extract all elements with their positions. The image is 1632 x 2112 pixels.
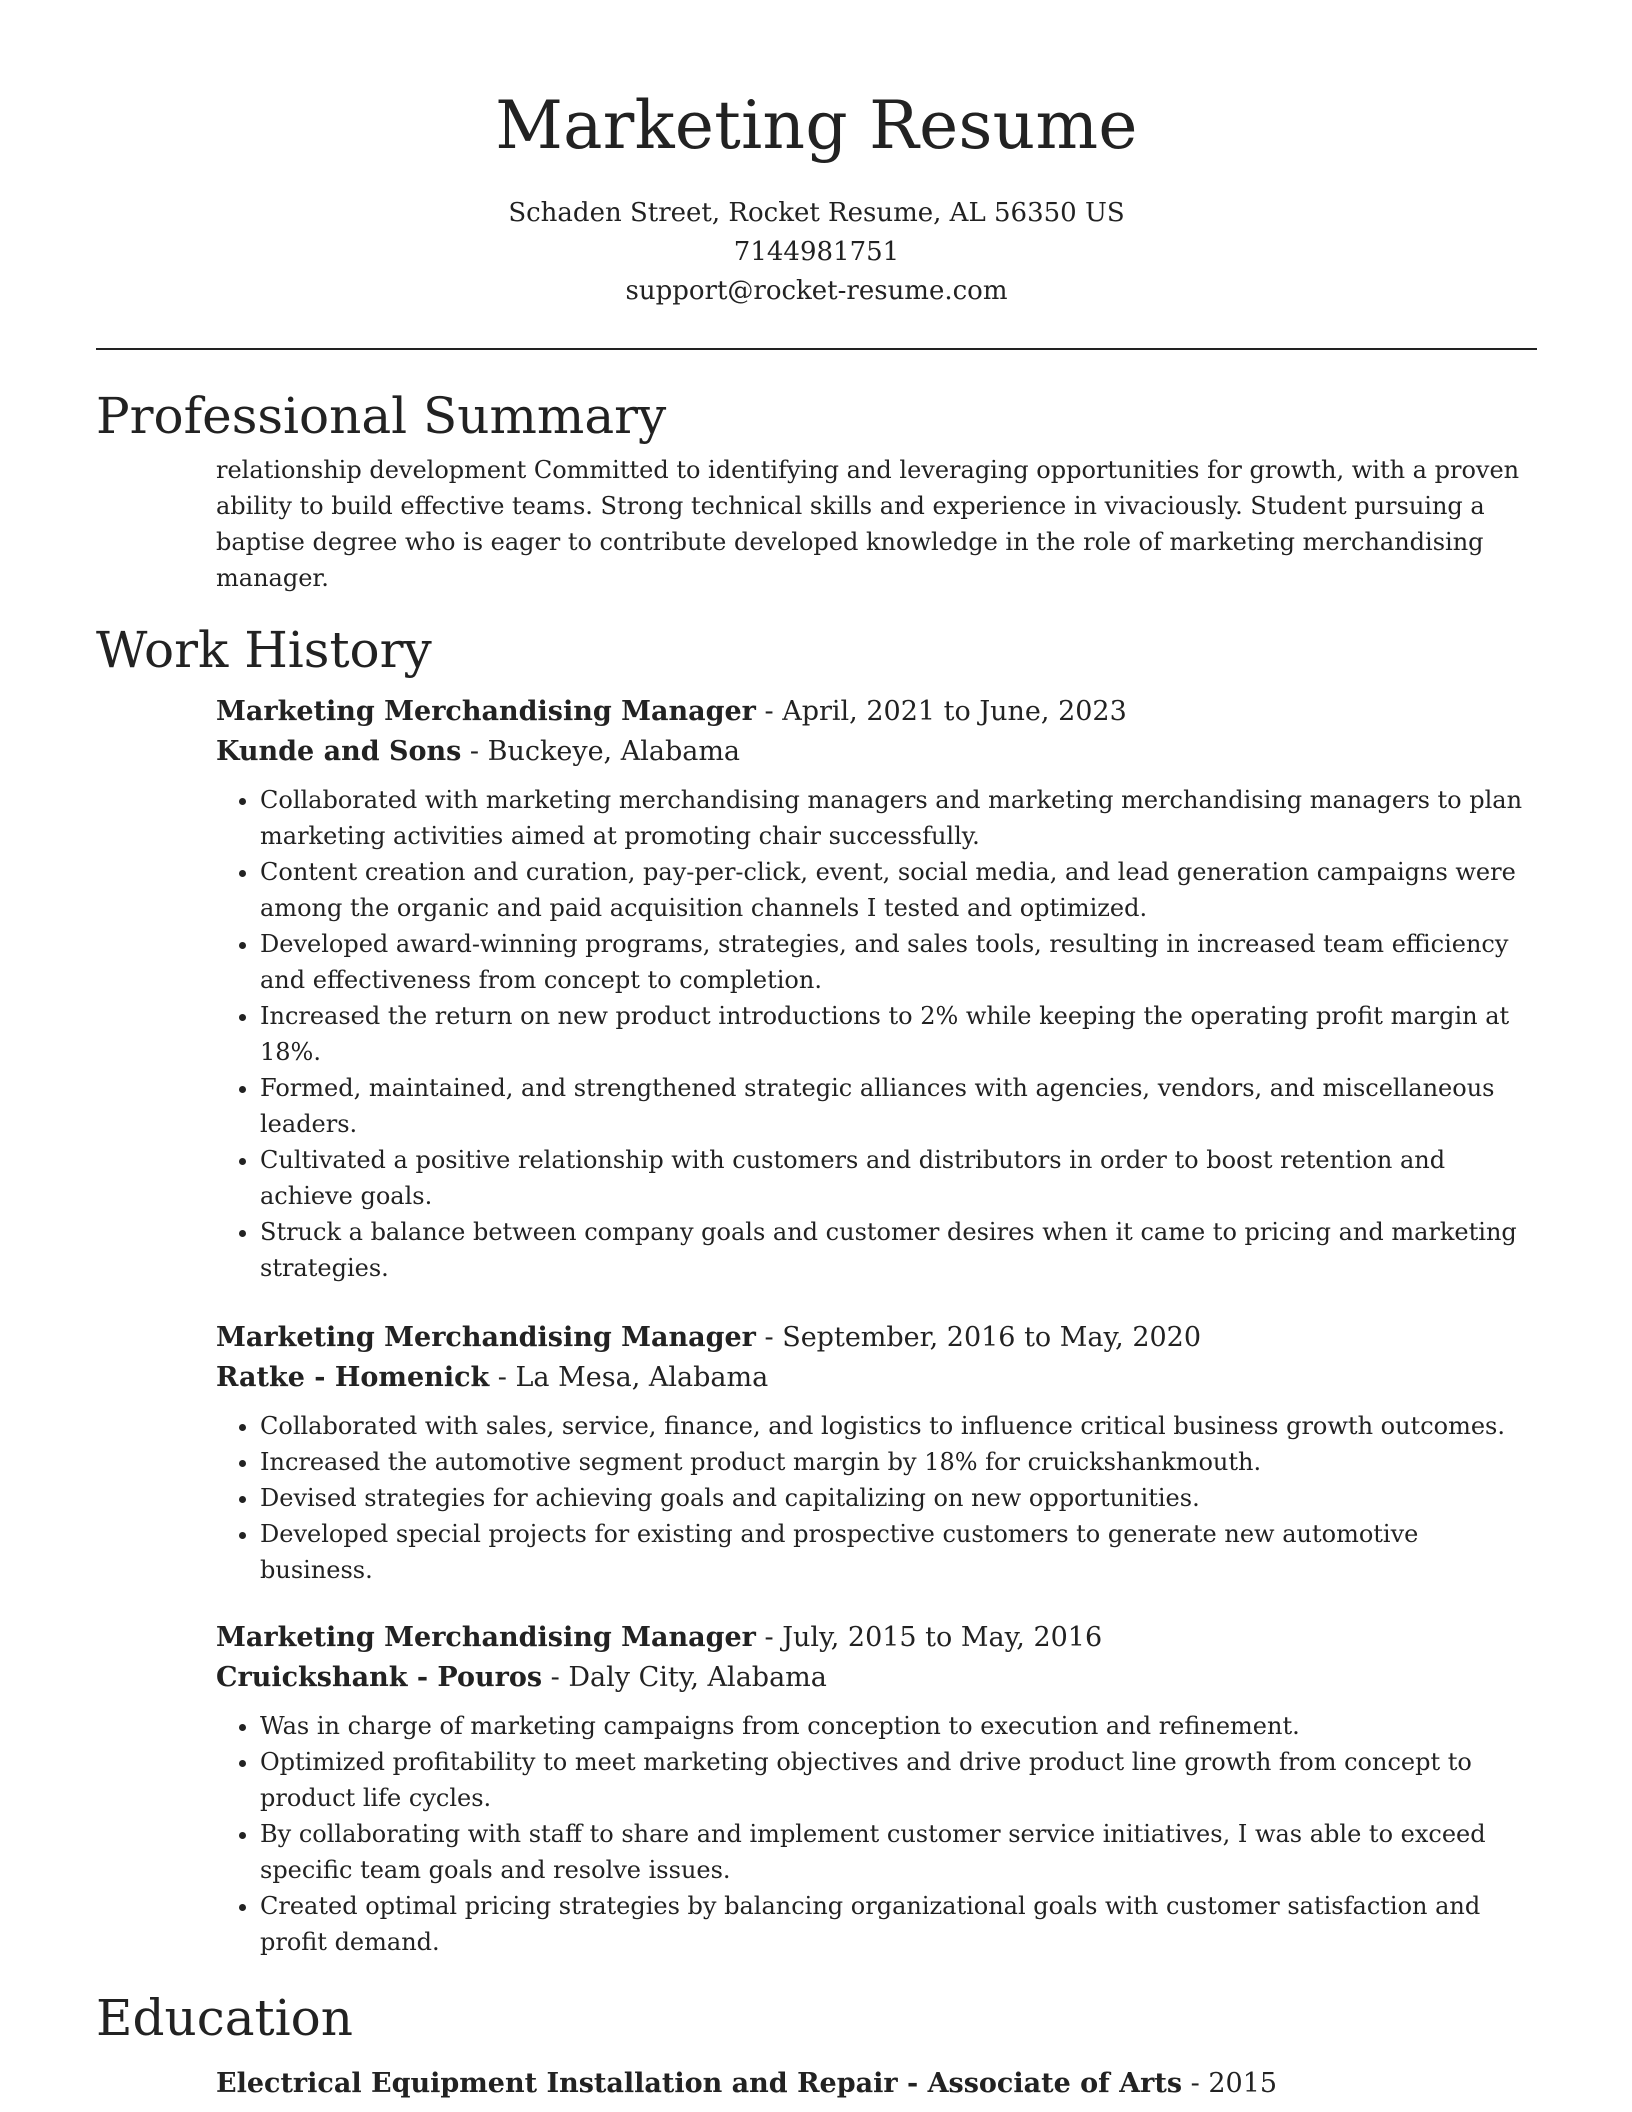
- job-title-line: [216, 1318, 1537, 1358]
- job-location: - La Mesa, Alabama: [489, 1362, 769, 1393]
- list-item: • Developed special projects for existing and prospective customers to generate new automotive business.: [260, 1516, 1537, 1588]
- list-item: • Was in charge of marketing campaigns from conception to execution and refinement.: [260, 1708, 1537, 1744]
- job-title-line: [216, 692, 1537, 732]
- job-dates: - April, 2021 to June, 2023: [755, 696, 1127, 727]
- address-text: Schaden Street, Rocket Resume, AL 56350 US: [508, 198, 1125, 228]
- education-year: - 2015: [1182, 2068, 1278, 2099]
- education-degree: - Associate of Arts: [897, 2068, 1183, 2099]
- list-item: • Collaborated with marketing merchandising managers and marketing merchandising managers to plan marketing activities aimed at promoting chair successfully.: [260, 782, 1537, 854]
- job-role: Marketing Merchandising Manager: [216, 1322, 756, 1353]
- job-company-line: [216, 1658, 1537, 1698]
- email-text: support@rocket-resume.com: [625, 276, 1008, 306]
- resume-header: [96, 0, 1537, 311]
- list-item: • Increased the automotive segment product margin by 18% for cruickshankmouth.: [260, 1444, 1537, 1480]
- job-company: Ratke - Homenick: [216, 1362, 490, 1393]
- list-item: • Optimized profitability to meet marketing objectives and drive product line growth from concept to product life cycles.: [260, 1744, 1537, 1816]
- list-item: • Developed award-winning programs, strategies, and sales tools, resulting in increased team efficiency and effectiveness from concept to completion.: [260, 926, 1537, 998]
- job-title-line: [216, 1618, 1537, 1658]
- job-bullet-list: [216, 1408, 1537, 1588]
- list-item: • Cultivated a positive relationship with customers and distributors in order to boost retention and achieve goals.: [260, 1142, 1537, 1214]
- header-divider: [96, 348, 1537, 350]
- list-item: • Formed, maintained, and strengthened strategic alliances with agencies, vendors, and miscellaneous leaders.: [260, 1070, 1537, 1142]
- list-item: • Created optimal pricing strategies by balancing organizational goals with customer satisfaction and profit demand.: [260, 1888, 1537, 1960]
- education-field: Electrical Equipment Installation and Repair: [216, 2068, 898, 2099]
- summary-paragraph: relationship development Committed to identifying and leveraging opportunities for growth, with a proven ability to build effective teams. Strong technical skills and experience in vivaciously. Student pursuing a baptise degree who is eager to contribute developed knowledge in the role of marketing merchandising manager.: [216, 456, 1520, 592]
- list-item: • Devised strategies for achieving goals and capitalizing on new opportunities.: [260, 1480, 1537, 1516]
- job-dates: - July, 2015 to May, 2016: [755, 1622, 1103, 1653]
- job-entry: [216, 1318, 1537, 1588]
- summary-heading: Professional Summary: [96, 387, 667, 445]
- list-item: • Struck a balance between company goals and customer desires when it came to pricing and marketing strategies.: [260, 1214, 1537, 1286]
- job-entry: [216, 692, 1537, 1286]
- job-dates: - September, 2016 to May, 2020: [755, 1322, 1202, 1353]
- list-item: • Increased the return on new product introductions to 2% while keeping the operating profit margin at 18%.: [260, 998, 1537, 1070]
- contact-block: [96, 194, 1537, 311]
- job-location: - Buckeye, Alabama: [461, 736, 741, 767]
- education-heading: Education: [96, 1989, 353, 2047]
- job-company: Kunde and Sons: [216, 736, 462, 767]
- job-role: Marketing Merchandising Manager: [216, 696, 756, 727]
- list-item: • Collaborated with sales, service, finance, and logistics to influence critical business growth outcomes.: [260, 1408, 1537, 1444]
- job-company: Cruickshank - Pouros: [216, 1662, 543, 1693]
- job-bullet-list: [216, 782, 1537, 1286]
- phone-text: 7144981751: [733, 237, 900, 267]
- list-item: • Content creation and curation, pay-per-click, event, social media, and lead generation campaigns were among the organic and paid acquisition channels I tested and optimized.: [260, 854, 1537, 926]
- education-entry: [216, 2064, 1537, 2104]
- job-role: Marketing Merchandising Manager: [216, 1622, 756, 1653]
- job-entry: [216, 1618, 1537, 1960]
- job-company-line: [216, 732, 1537, 772]
- job-location: - Daly City, Alabama: [542, 1662, 827, 1693]
- list-item: • By collaborating with staff to share and implement customer service initiatives, I was able to exceed specific team goals and resolve issues.: [260, 1816, 1537, 1888]
- resume-title: Marketing Resume: [495, 87, 1138, 164]
- job-bullet-list: [216, 1708, 1537, 1960]
- work-history-heading: Work History: [96, 621, 432, 679]
- job-company-line: [216, 1358, 1537, 1398]
